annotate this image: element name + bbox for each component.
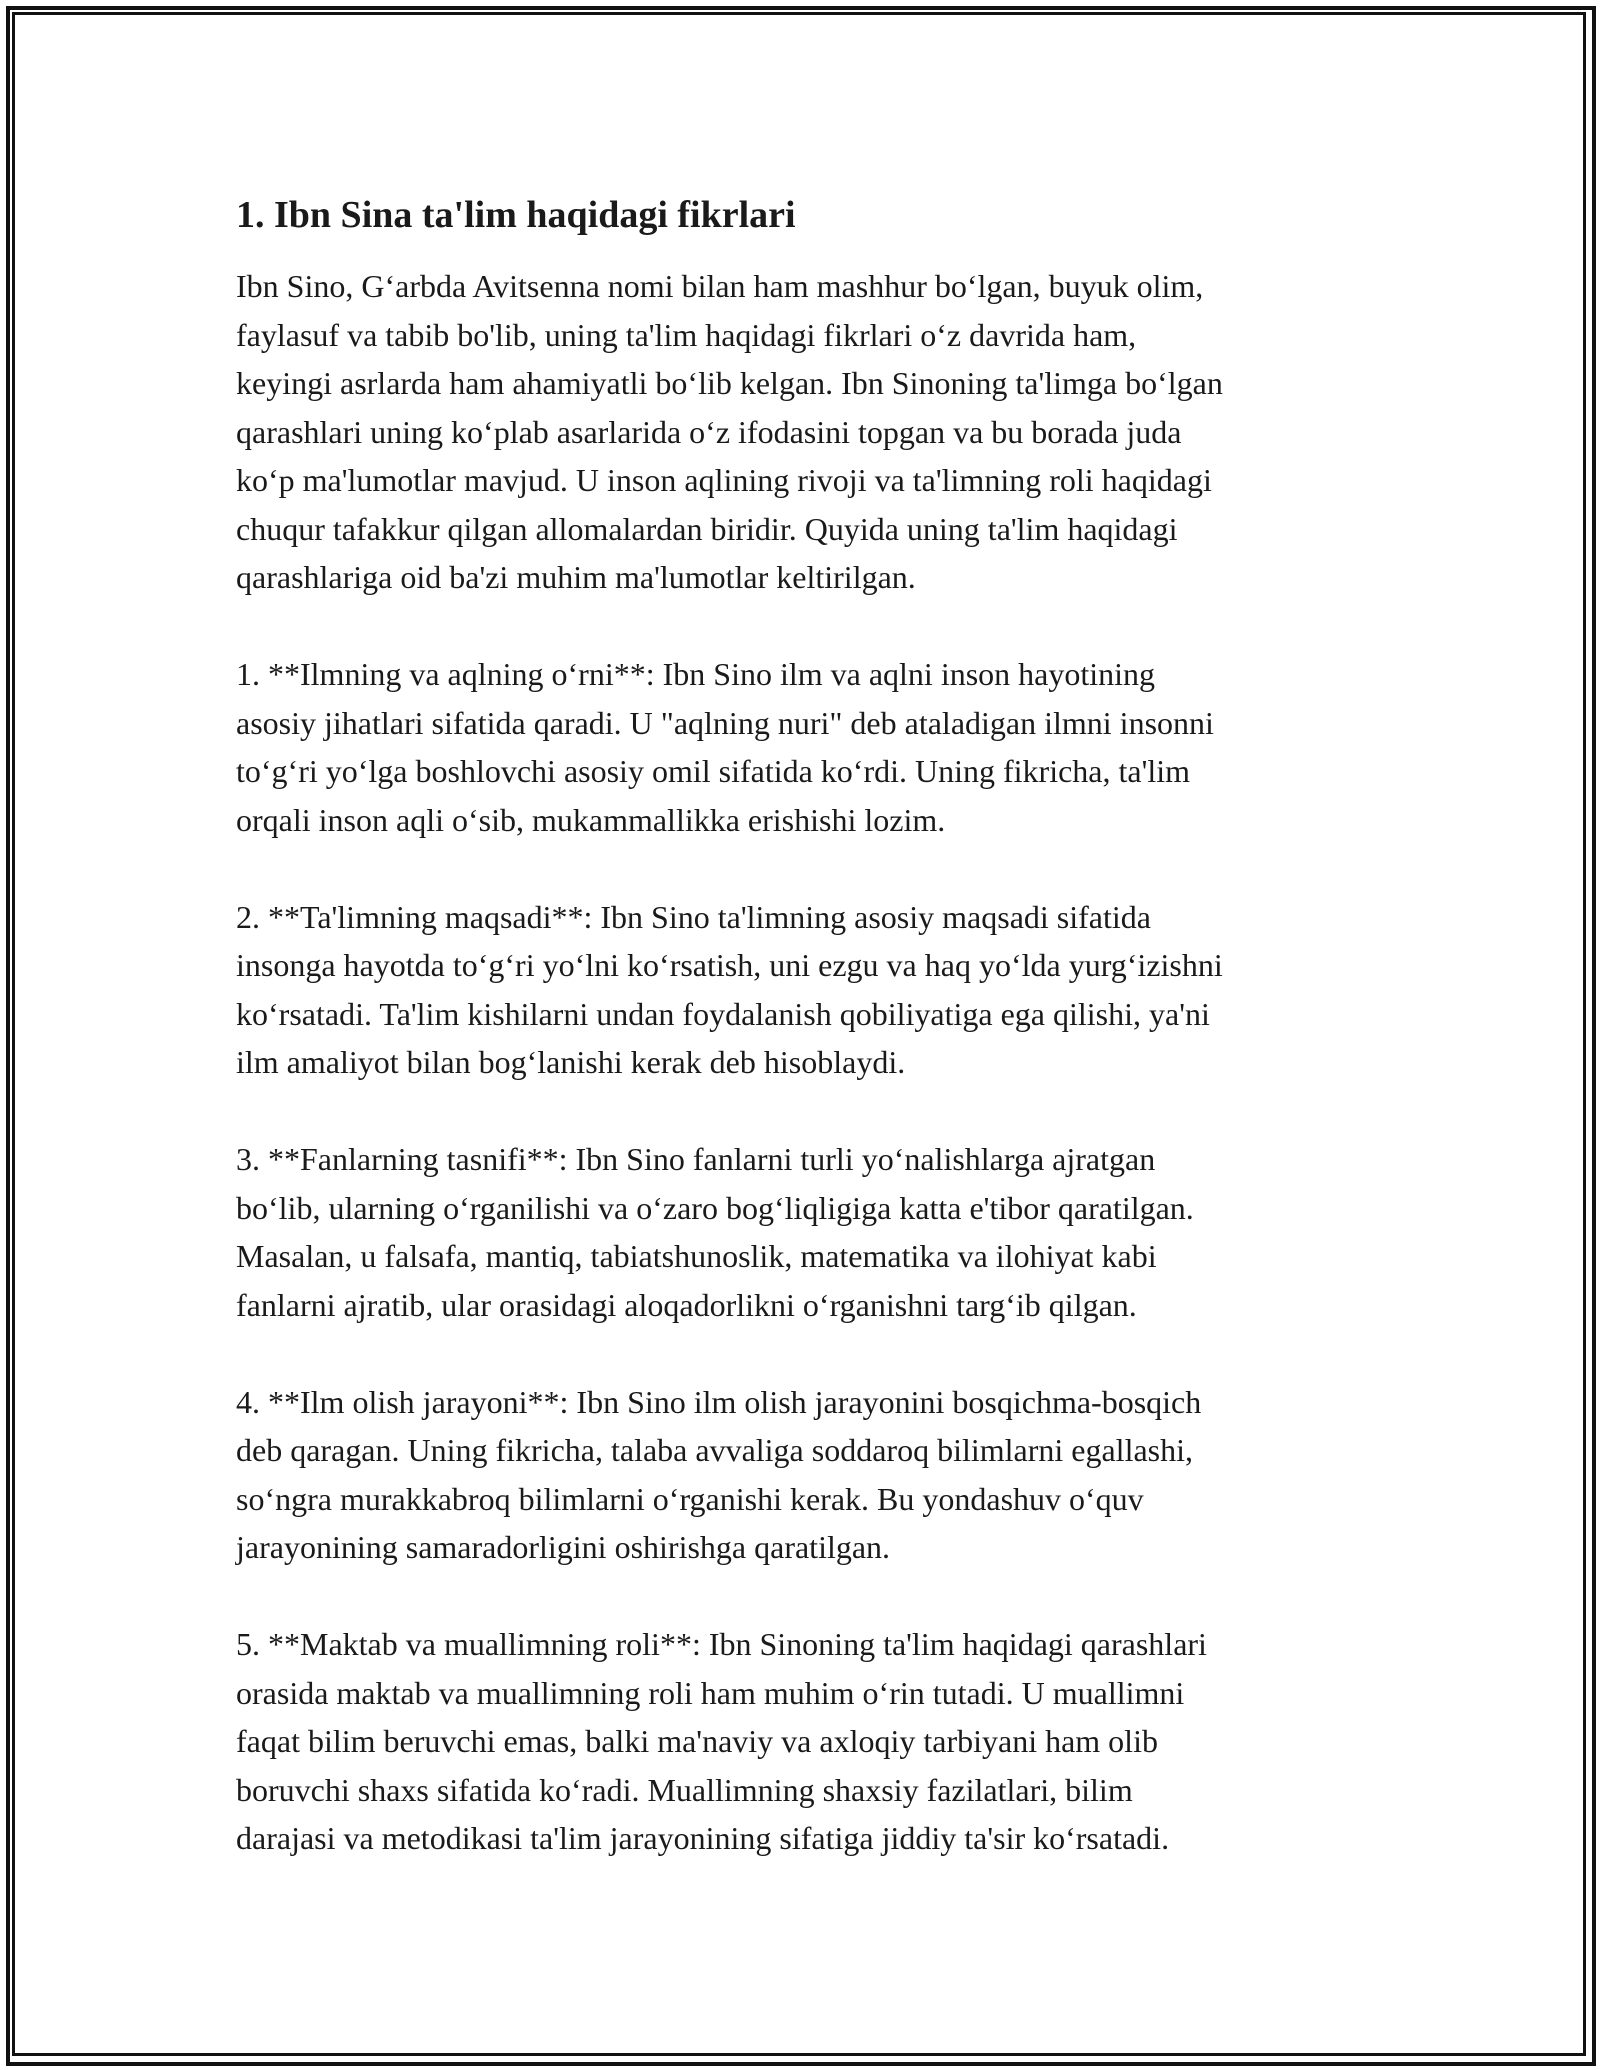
text-line: boruvchi shaxs sifatida ko‘radi. Muallimning shaxsiy fazilatlari, bilim bbox=[236, 1771, 1133, 1808]
text-line: qarashlariga oid ba'zi muhim ma'lumotlar keltirilgan. bbox=[236, 559, 916, 595]
list-item-paragraph bbox=[236, 1135, 1376, 1329]
text-line: jarayonining samaradorligini oshirishga qaratilgan. bbox=[236, 1529, 891, 1565]
text-line: 2. **Ta'limning maqsadi**: Ibn Sino ta'limning asosiy maqsadi sifatida bbox=[236, 898, 1151, 935]
document-title: 1. Ibn Sina ta'lim haqidagi fikrlari bbox=[236, 194, 796, 236]
text-line: Ibn Sino, G‘arbda Avitsenna nomi bilan ham mashhur bo‘lgan, buyuk olim, bbox=[236, 268, 1204, 304]
text-line: bo‘lib, ularning o‘rganilishi va o‘zaro bog‘liqligiga katta e'tibor qaratilgan. bbox=[236, 1189, 1194, 1226]
text-line: 1. **Ilmning va aqlning o‘rni**: Ibn Sino ilm va aqlni inson hayotining bbox=[236, 656, 1156, 692]
list-item-paragraph bbox=[236, 1378, 1376, 1572]
text-line: ko‘rsatadi. Ta'lim kishilarni undan foydalanish qobiliyatiga ega qilishi, ya'ni bbox=[236, 995, 1210, 1032]
intro-paragraph bbox=[236, 262, 1376, 602]
text-line: 3. **Fanlarning tasnifi**: Ibn Sino fanlarni turli yo‘nalishlarga ajratgan bbox=[236, 1141, 1156, 1177]
text-line: deb qaragan. Uning fikricha, talaba avvaliga soddaroq bilimlarni egallashi, bbox=[236, 1432, 1193, 1468]
list-item-paragraph bbox=[236, 650, 1376, 844]
text-line: so‘ngra murakkabroq bilimlarni o‘rganishi kerak. Bu yondashuv o‘quv bbox=[236, 1480, 1144, 1517]
text-line: ilm amaliyot bilan bog‘lanishi kerak deb hisoblaydi. bbox=[236, 1044, 906, 1080]
document-body bbox=[236, 186, 1376, 1911]
text-line: orqali inson aqli o‘sib, mukammallikka erishishi lozim. bbox=[236, 801, 946, 838]
text-line: keyingi asrlarda ham ahamiyatli bo‘lib kelgan. Ibn Sinoning ta'limga bo‘lgan bbox=[236, 365, 1223, 401]
text-line: 4. **Ilm olish jarayoni**: Ibn Sino ilm olish jarayonini bosqichma-bosqich bbox=[236, 1383, 1202, 1420]
text-line: faylasuf va tabib bo'lib, uning ta'lim haqidagi fikrlari o‘z davrida ham, bbox=[236, 316, 1137, 353]
text-line: asosiy jihatlari sifatida qaradi. U "aqlning nuri" deb ataladigan ilmni insonni bbox=[236, 704, 1214, 741]
text-line: chuqur tafakkur qilgan allomalardan biridir. Quyida uning ta'lim haqidagi bbox=[236, 510, 1178, 547]
text-line: 5. **Maktab va muallimning roli**: Ibn Sinoning ta'lim haqidagi qarashlari bbox=[236, 1626, 1207, 1662]
text-line: qarashlari uning ko‘plab asarlarida o‘z ifodasini topgan va bu borada juda bbox=[236, 413, 1182, 450]
text-line: ko‘p ma'lumotlar mavjud. U inson aqlining rivoji va ta'limning roli haqidagi bbox=[236, 462, 1212, 498]
text-line: Masalan, u falsafa, mantiq, tabiatshunoslik, matematika va ilohiyat kabi bbox=[236, 1238, 1157, 1274]
text-line: fanlarni ajratib, ular orasidagi aloqadorlikni o‘rganishni targ‘ib qilgan. bbox=[236, 1286, 1137, 1323]
list-item-paragraph bbox=[236, 893, 1376, 1087]
text-line: insonga hayotda to‘g‘ri yo‘lni ko‘rsatish, uni ezgu va haq yo‘lda yurg‘izishni bbox=[236, 947, 1223, 983]
text-line: darajasi va metodikasi ta'lim jarayonining sifatiga jiddiy ta'sir ko‘rsatadi. bbox=[236, 1820, 1170, 1856]
list-item-paragraph bbox=[236, 1620, 1376, 1863]
text-line: orasida maktab va muallimning roli ham muhim o‘rin tutadi. U muallimni bbox=[236, 1674, 1185, 1711]
text-line: to‘g‘ri yo‘lga boshlovchi asosiy omil sifatida ko‘rdi. Uning fikricha, ta'lim bbox=[236, 753, 1191, 789]
text-line: faqat bilim beruvchi emas, balki ma'naviy va axloqiy tarbiyani ham olib bbox=[236, 1723, 1158, 1759]
